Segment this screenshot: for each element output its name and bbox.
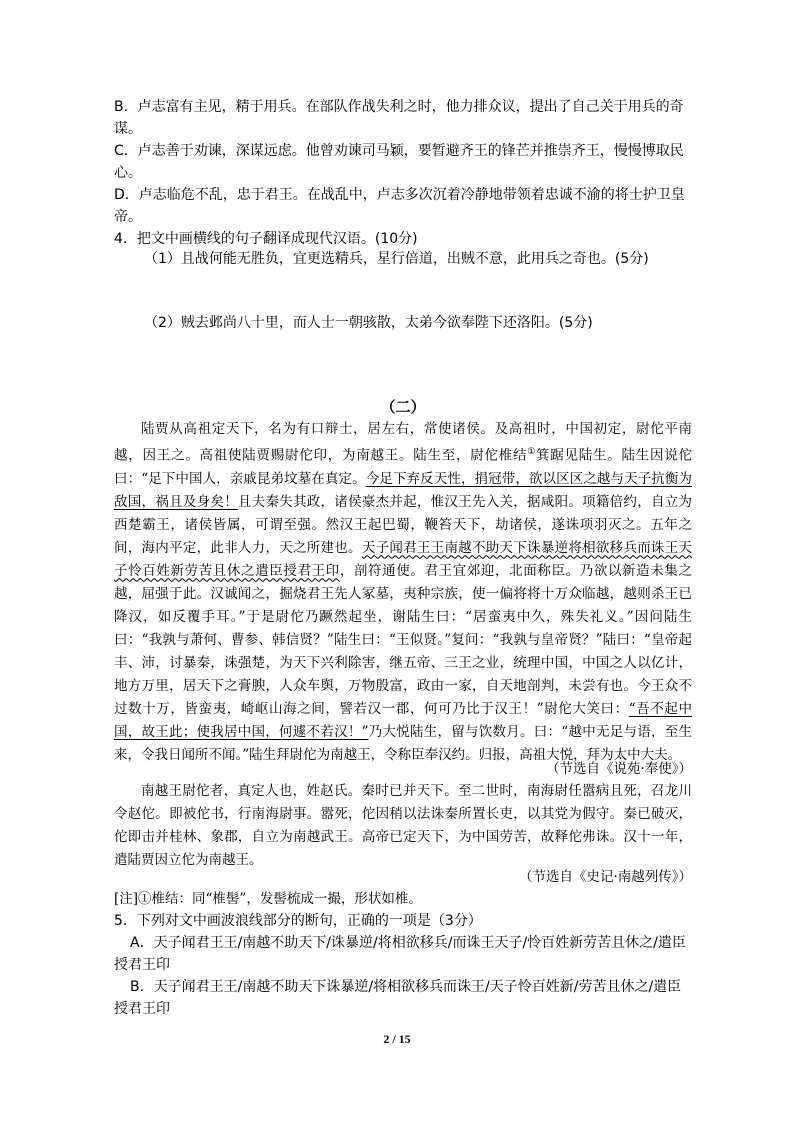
q3-option-c: C．卢志善于劝谏，深谋远虑。他曾劝谏司马颖，要暂避齐王的锋芒并推崇齐王，慢慢博取民心。 bbox=[114, 143, 684, 181]
passage-1-text-d: ，剖符通使。君王宜郊迎，北面称臣。乃欲以新造未集之越，屈强于此。汉诚闻之，掘烧君王先人冢墓，夷种宗族，使一偏将将十万众临越，越则杀王已降汉，如反覆手耳。”于是尉佗乃蹶然起坐，谢陆生曰：“居蛮夷中久，殊失礼义。”因问陆生曰：“我孰与萧何、曹参、韩信贤？”陆生曰：“王似贤。”复问：“我孰与皇帝贤？”陆曰：“皇帝起丰、沛，讨暴秦，诛强楚，为天下兴利除害，继五帝、三王之业，统理中国，中国之人以亿计，地方万里，居天下之膏腴，人众车舆，万物殷富，政由一家，自天地剖判，未尝有也。今王众不过数十万，皆蛮夷，崎岖山海之间，譬若汉一郡，何可乃比于汉王！”尉佗大笑曰： bbox=[114, 562, 693, 717]
q3-option-b: B．卢志富有主见，精于用兵。在部队作战失利之时，他力排众议，提出了自己关于用兵的奇谋。 bbox=[114, 99, 684, 137]
underlined-sentence-1: 今足下弃反天性，捐冠带，欲以区区之越与天子抗衡为敌国，祸且及身矣！ bbox=[114, 470, 693, 510]
passage-1-text-e: 乃大悦陆生，留与饮数月。曰：“越中无足与语，至生来，令我日闻所不闻。”陆生拜尉佗为南越王，令称臣奉汉约。归报，高祖大悦，拜为太中大夫。 bbox=[114, 723, 692, 763]
q3-option-d: D．卢志临危不乱，忠于君王。在战乱中，卢志多次沉着冷静地带领着忠诚不渝的将士护卫皇帝。 bbox=[114, 187, 685, 225]
q5-option-a: A．天子闻君王王/南越不助天下/诛暴逆/将相欲移兵/而诛王天子/怜百姓新劳苦且休之/遣臣授君王印 bbox=[114, 935, 686, 973]
passage-2-source: （节选自《史记·南越列传》） bbox=[518, 869, 692, 885]
page-number: 2 / 15 bbox=[383, 1032, 411, 1046]
q5-option-b: B．天子闻君王王/南越不助天下诛暴逆/将相欲移兵而诛王/天子怜百姓新/劳苦且休之/遣臣授君王印 bbox=[114, 979, 682, 1017]
passage-1-text-b: 箕踞见陆生。陆生因说佗曰：“足下中国人，亲戚昆弟坟墓在真定。 bbox=[114, 447, 693, 487]
passage-1-text-a: 陆贾从高祖定天下，名为有口辩士，居左右，常使诸侯。及高祖时，中国初定，尉佗平南越，因王之。高祖使陆贾赐尉佗印，为南越王。陆生至，尉佗椎结 bbox=[114, 421, 692, 464]
q4-sentence-2: （2）贼去邺尚八十里，而人士一朝骇散，太弟今欲奉陛下还洛阳。(5分) bbox=[144, 315, 593, 331]
section-title: （二） bbox=[380, 398, 426, 416]
note-marker: ① bbox=[527, 447, 537, 457]
q4-stem: 4．把文中画横线的句子翻译成现代汉语。(10分) bbox=[114, 231, 418, 247]
annotation: [注]①椎结：同“椎髻”，发髻梳成一撮，形状如椎。 bbox=[114, 891, 422, 907]
passage-1-source: （节选自《说苑·奉使》） bbox=[545, 761, 692, 777]
wavy-underlined-passage: 天子闻君王王南越不助天下诛暴逆将相欲移兵而诛王天子怜百姓新劳苦且休之遣臣授君王印 bbox=[114, 539, 693, 579]
underlined-sentence-2: “吾不起中国，故王此；使我居中国，何遽不若汉！” bbox=[114, 700, 692, 740]
q5-stem: 5．下列对文中画波浪线部分的断句，正确的一项是（3分） bbox=[114, 913, 482, 929]
q4-sentence-1: （1）且战何能无胜负，宜更选精兵，星行倍道，出贼不意，此用兵之奇也。(5分) bbox=[144, 251, 649, 267]
passage-1-text-c: 且夫秦失其政，诸侯豪杰并起，惟汉王先入关，据咸阳。项籍倍约，自立为西楚霸王，诸侯皆属，可谓至强。然汉王起巴蜀，鞭笞天下，劫诸侯，遂诛项羽灭之。五年之间，海内平定，此非人力，天之所建也。 bbox=[114, 493, 693, 556]
passage-2: 南越王尉佗者，真定人也，姓赵氏。秦时已并天下。至二世时，南海尉任嚣病且死，召龙川令赵佗。即被佗书，行南海尉事。嚣死，佗因稍以法诛秦所置长吏，以其党为假守。秦已破灭，佗即击并桂林、象郡，自立为南越武王。高帝已定天下，为中国劳苦，故释佗弗诛。汉十一年，遣陆贾因立佗为南越王。 bbox=[114, 783, 692, 868]
passage-1 bbox=[114, 418, 692, 767]
